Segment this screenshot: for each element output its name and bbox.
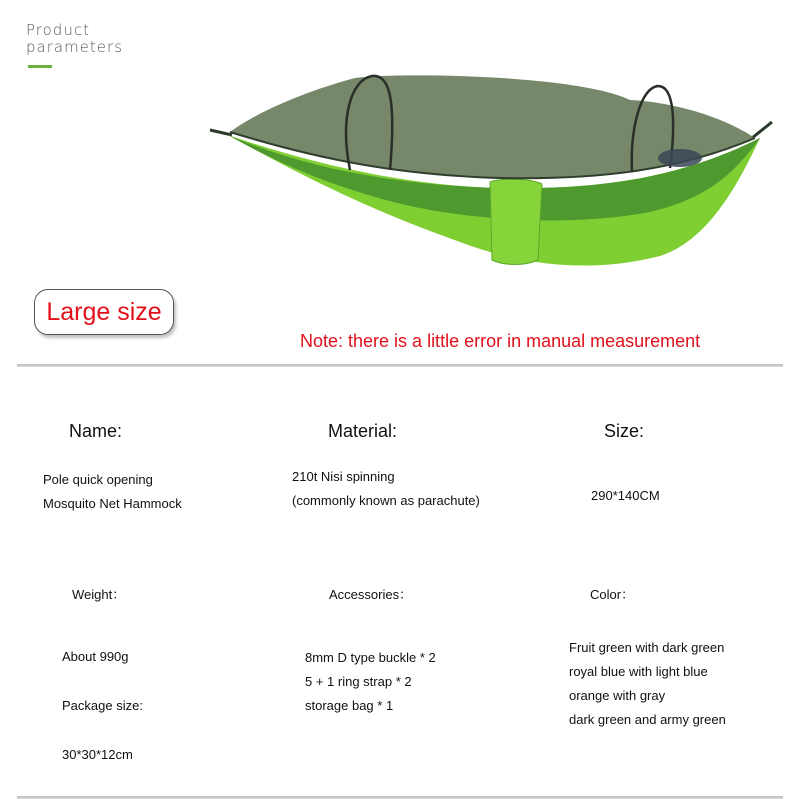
accessories-list — [305, 646, 436, 718]
accessory-item: 8mm D type buckle * 2 — [305, 650, 436, 665]
material-value-line2: (commonly known as parachute) — [292, 493, 480, 508]
material-value-line1: 210t Nisi spinning — [292, 469, 395, 484]
section-title — [26, 22, 186, 56]
accessory-item: 5 + 1 ring strap * 2 — [305, 674, 412, 689]
color-option: orange with gray — [569, 688, 666, 703]
name-value-line1: Pole quick opening — [43, 472, 153, 487]
section-title-line1: Product — [26, 21, 90, 39]
package-size-value: 30*30*12cm — [62, 747, 133, 762]
weight-label: Weight： — [72, 587, 126, 602]
color-list — [569, 636, 726, 732]
size-value: 290*140CM — [591, 488, 660, 503]
package-size-label: Package size: — [62, 698, 143, 713]
material-label: Material: — [328, 421, 398, 441]
name-label: Name: — [69, 421, 123, 441]
color-option: dark green and army green — [569, 712, 726, 727]
weight-value: About 990g — [62, 649, 129, 664]
large-size-badge: Large size — [34, 289, 174, 335]
hammock-product-image — [200, 60, 775, 290]
size-label: Size: — [604, 421, 645, 441]
accessory-item: storage bag * 1 — [305, 698, 394, 713]
measurement-note: Note: there is a little error in manual measurement — [300, 331, 701, 351]
section-title-line2: parameters — [26, 38, 124, 56]
color-option: royal blue with light blue — [569, 664, 708, 679]
accessories-label: Accessories： — [329, 587, 413, 602]
title-accent-bar — [28, 65, 52, 68]
name-value-line2: Mosquito Net Hammock — [43, 496, 182, 511]
material-value — [292, 465, 480, 513]
divider-top — [17, 364, 783, 367]
color-option: Fruit green with dark green — [569, 640, 725, 655]
color-label: Color： — [590, 587, 635, 602]
divider-bottom — [17, 796, 783, 799]
name-value — [43, 468, 182, 516]
